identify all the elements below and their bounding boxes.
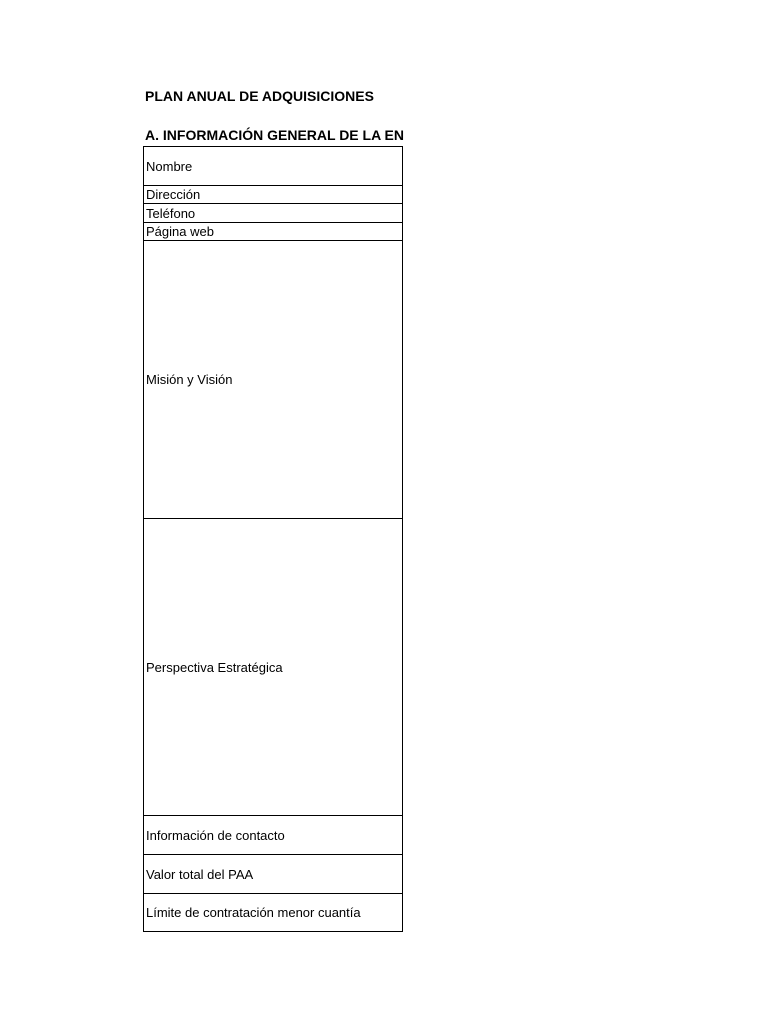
section-title: A. INFORMACIÓN GENERAL DE LA EN [145, 127, 405, 143]
table-row-direccion [144, 186, 402, 204]
table-row-telefono [144, 204, 402, 223]
table-row-pagina-web [144, 223, 402, 241]
row-label: Teléfono [146, 205, 196, 221]
table-row-perspectiva-estrategica [144, 519, 402, 816]
table-row-nombre [144, 147, 402, 186]
row-label: Valor total del PAA [146, 866, 254, 882]
row-label: Límite de contratación menor cuantía [146, 905, 361, 920]
table-row-informacion-contacto [144, 816, 402, 855]
table-row-valor-total-paa [144, 855, 402, 894]
table-row-mision-vision [144, 241, 402, 519]
table-row-limite-contratacion [144, 894, 402, 932]
row-label: Dirección [146, 187, 201, 202]
row-label: Página web [146, 224, 214, 239]
document-title: PLAN ANUAL DE ADQUISICIONES [145, 88, 374, 104]
row-label: Perspectiva Estratégica [146, 659, 283, 675]
general-info-table [143, 146, 403, 932]
row-label: Nombre [146, 158, 193, 174]
row-label: Misión y Visión [146, 372, 233, 387]
row-label: Información de contacto [146, 827, 285, 843]
